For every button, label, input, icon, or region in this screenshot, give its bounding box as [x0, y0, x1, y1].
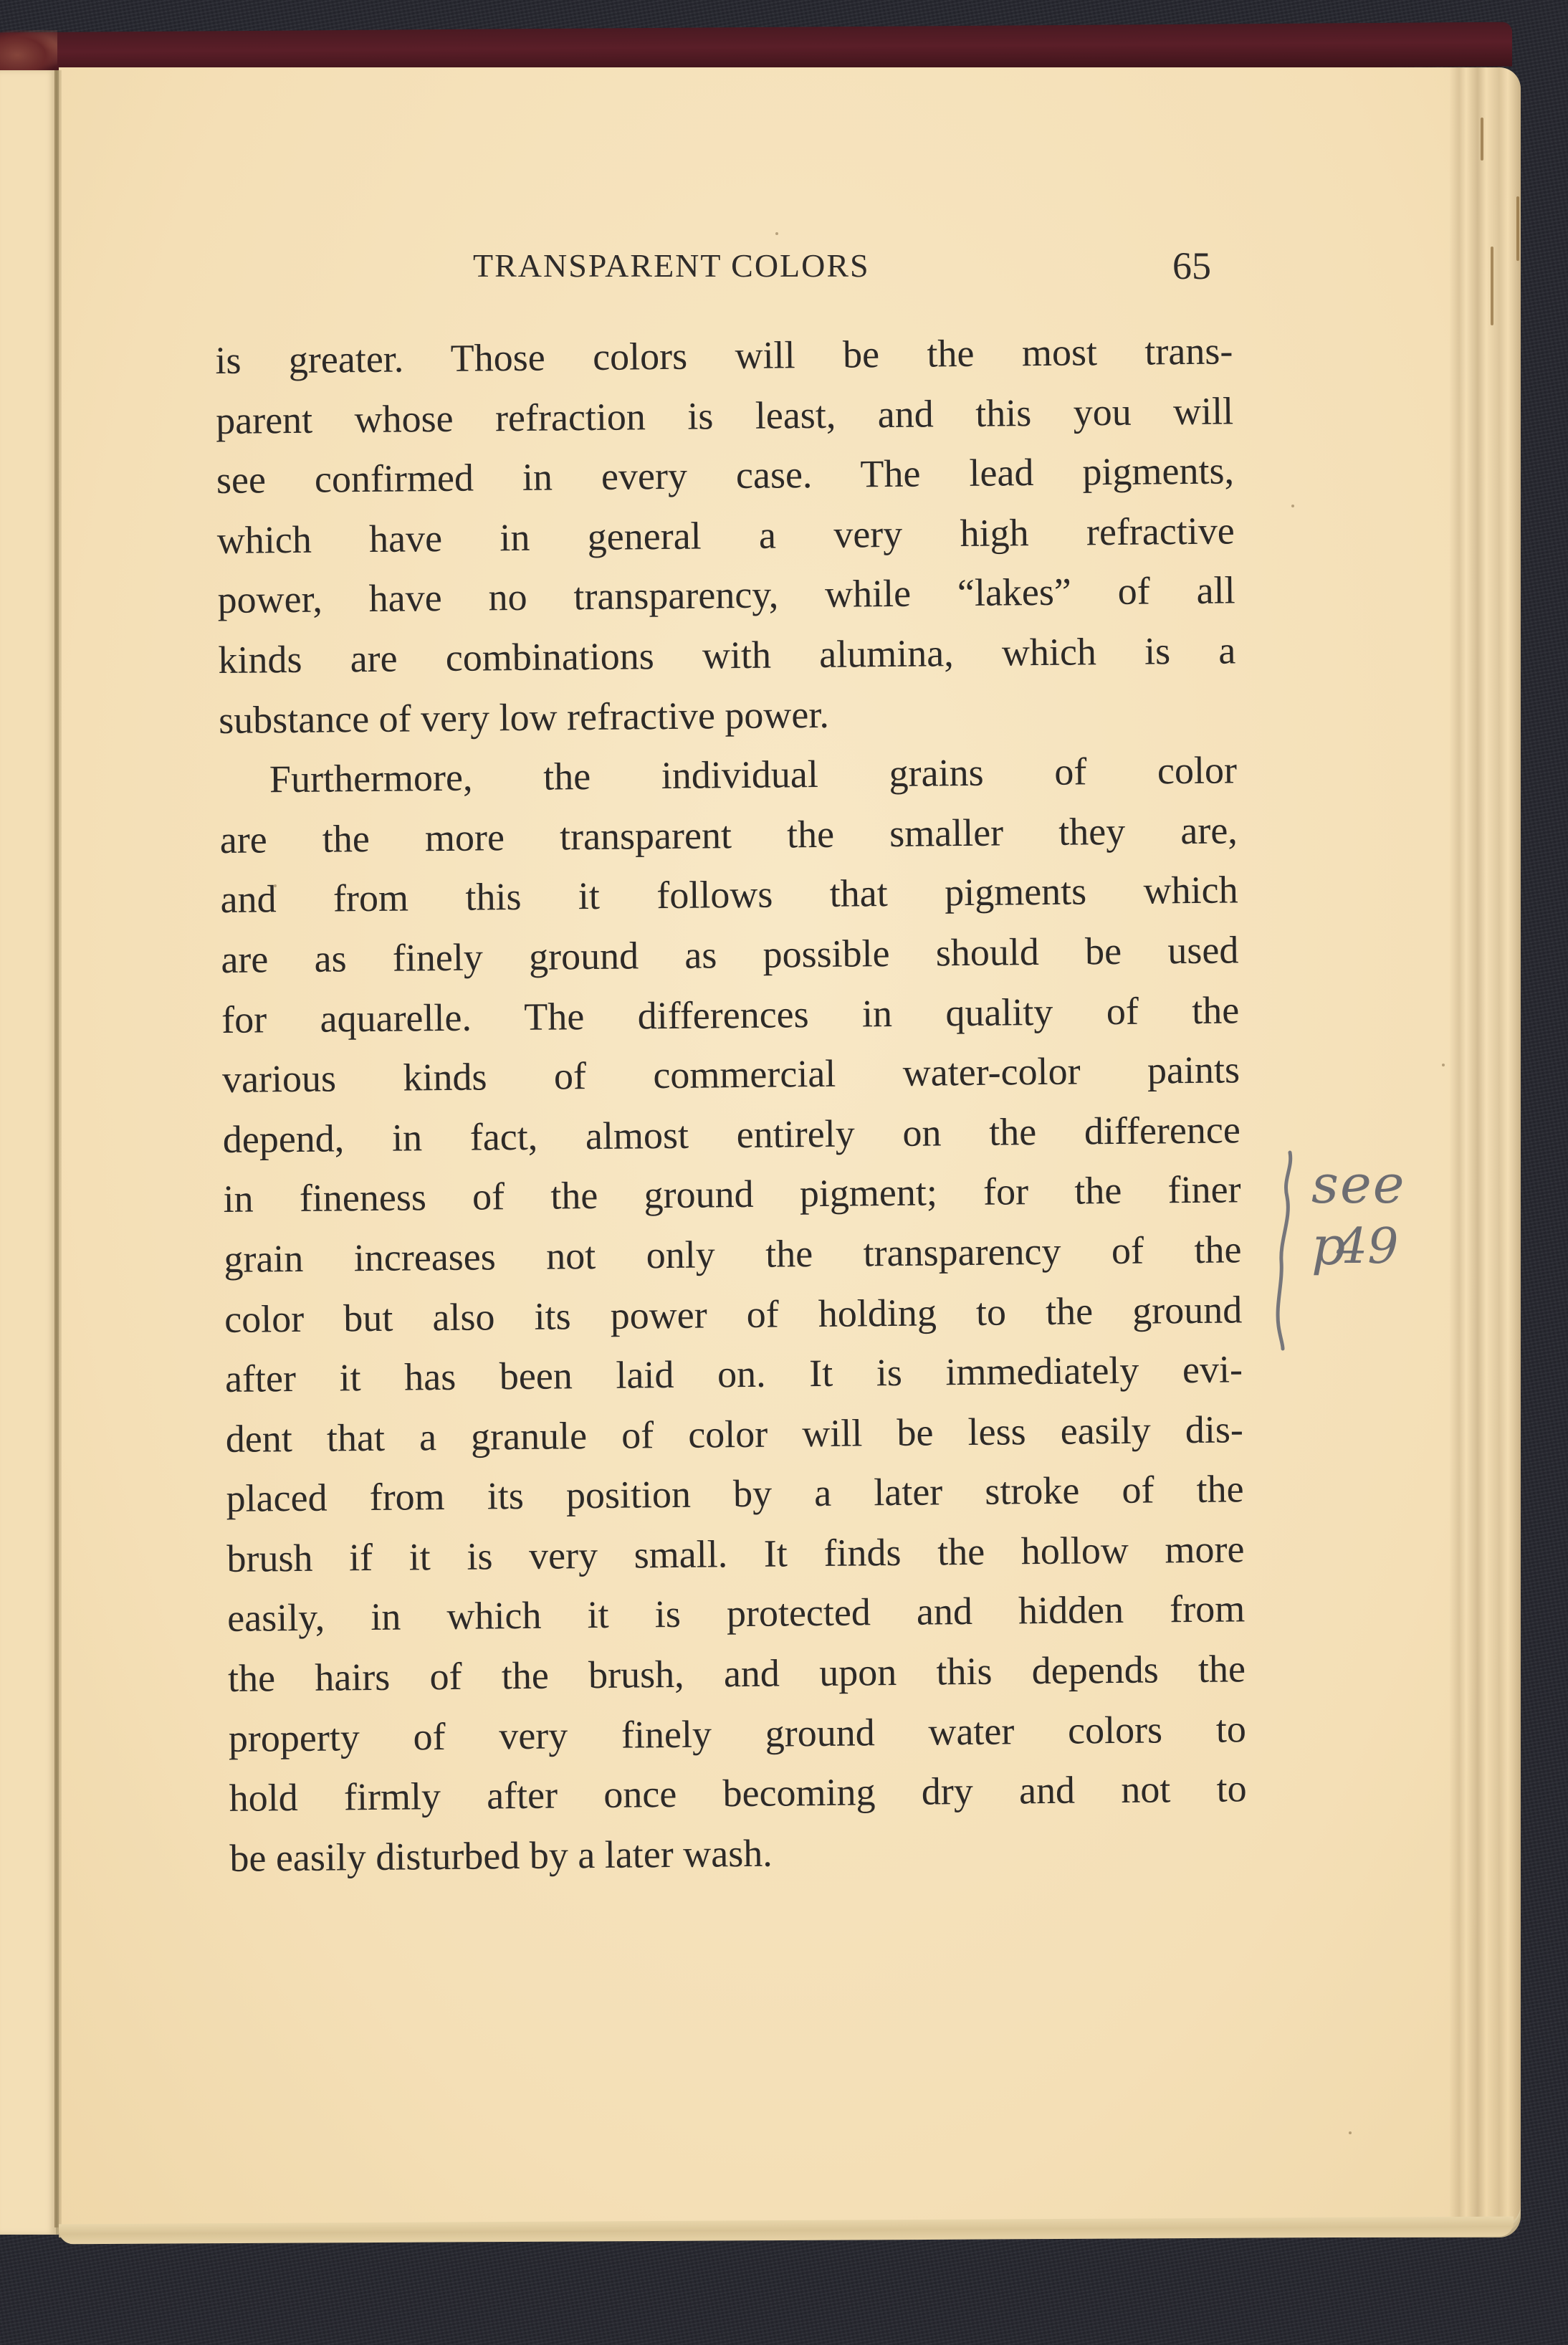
text-line: dent that a granule of color will be less easily dis- [225, 1407, 1244, 1461]
text-line: is greater. Those colors will be the most trans- [215, 329, 1233, 382]
running-head [420, 244, 1223, 290]
text-line: parent whose refraction is least, and this you will [215, 388, 1234, 442]
text-line: depend, in fact, almost entirely on the difference [222, 1108, 1241, 1161]
frayed-binding-corner [0, 30, 57, 72]
text-line: see confirmed in every case. The lead pigments, [216, 449, 1235, 502]
text-line: placed from its position by a later stroke of the [226, 1467, 1244, 1521]
text-line: which have in general a very high refractive [216, 509, 1235, 562]
paragraph-start-line: Furthermore, the individual grains of color [269, 748, 1238, 801]
pencil-bracket-icon [1261, 1140, 1304, 1355]
text-line: substance of very low refractive power. [218, 692, 830, 742]
text-line: color but also its power of holding to the ground [224, 1287, 1243, 1341]
page-stack-edges [1449, 67, 1521, 2226]
text-line: various kinds of commercial water-color paints [221, 1048, 1240, 1102]
text-line: grain increases not only the transparency of the [224, 1228, 1242, 1281]
text-line: power, have no transparency, while “lakes” of all [217, 568, 1235, 622]
text-line: be easily disturbed by a later wash. [229, 1831, 773, 1880]
margin-note-line-1: see p [1311, 1154, 1406, 1277]
body-text [215, 321, 1248, 1888]
text-line: hold firmly after once becoming dry and not to [229, 1767, 1247, 1820]
text-line: property of very finely ground water colors to [228, 1706, 1247, 1760]
gutter-fold [54, 70, 62, 2227]
text-line: after it has been laid on. It is immediately evi- [224, 1347, 1243, 1401]
chapter-title: TRANSPARENT COLORS [473, 247, 870, 284]
margin-note-line-2: 49 [1337, 1218, 1399, 1275]
text-line: the hairs of the brush, and upon this depends the [227, 1647, 1246, 1700]
text-line: easily, in which it is protected and hidden from [226, 1587, 1246, 1640]
text-line: and from this it follows that pigments which [220, 868, 1238, 922]
page-number: 65 [1172, 244, 1211, 287]
text-line: are as finely ground as possible should be used [221, 928, 1239, 981]
text-line: in fineness of the ground pigment; for the finer [223, 1167, 1241, 1221]
text-line: kinds are combinations with alumina, which is a [218, 629, 1236, 682]
text-line: for aquarelle. The differences in quality of the [221, 988, 1240, 1041]
facing-page-edge [0, 70, 59, 2235]
text-line: are the more transparent the smaller they are, [219, 808, 1238, 861]
handwritten-margin-note [1261, 1140, 1448, 1355]
text-line: brush if it is very small. It finds the hollow more [226, 1527, 1245, 1580]
